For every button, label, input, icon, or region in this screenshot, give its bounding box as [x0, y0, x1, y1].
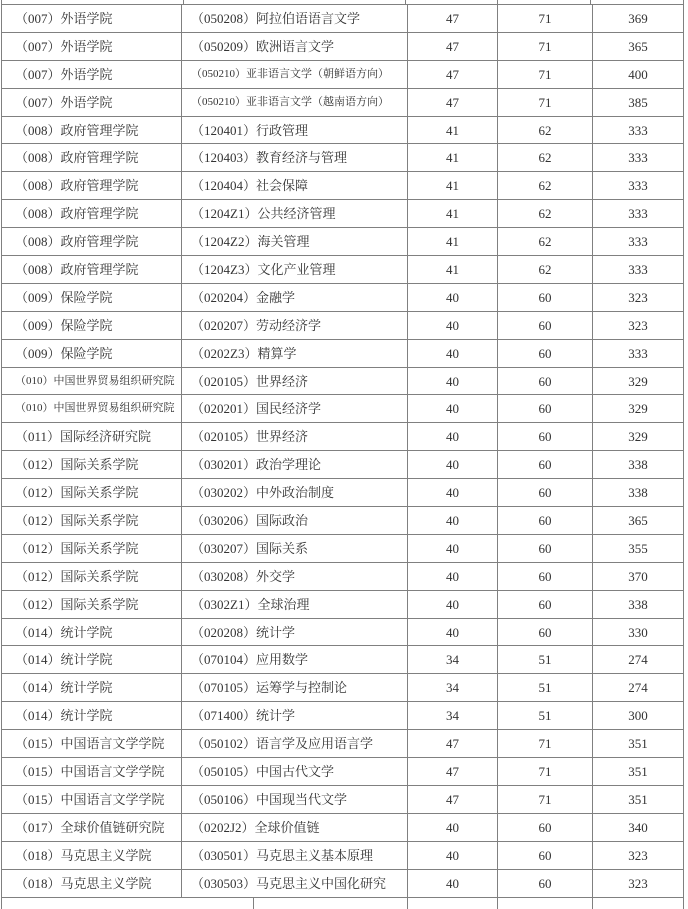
total-score-cell: 338 [593, 451, 684, 479]
table-row [2, 479, 684, 507]
score-a-cell: 40 [408, 869, 498, 897]
total-score-cell: 338 [593, 479, 684, 507]
score-b-cell: 60 [498, 507, 593, 535]
score-b-cell: 62 [498, 172, 593, 200]
college-cell: （009）保险学院 [2, 283, 182, 311]
total-score-cell: 333 [593, 256, 684, 284]
score-b-cell: 71 [498, 32, 593, 60]
score-b-cell: 60 [498, 423, 593, 451]
college-cell: （008）政府管理学院 [2, 228, 182, 256]
total-score-cell: 400 [593, 60, 684, 88]
score-table-body [2, 5, 684, 898]
college-cell: （017）全球价值链研究院 [2, 813, 182, 841]
college-cell: （007）外语学院 [2, 32, 182, 60]
total-score-cell: 300 [593, 702, 684, 730]
total-score-cell: 351 [593, 758, 684, 786]
college-cell: （012）国际关系学院 [2, 451, 182, 479]
score-b-cell: 60 [498, 283, 593, 311]
table-row [2, 507, 684, 535]
college-cell: （008）政府管理学院 [2, 256, 182, 284]
score-a-cell: 41 [408, 256, 498, 284]
score-b-cell: 51 [498, 646, 593, 674]
major-cell: （020201）国民经济学 [182, 395, 408, 423]
score-b-cell: 60 [498, 479, 593, 507]
major-cell: （1204Z2）海关管理 [182, 228, 408, 256]
table-row [2, 200, 684, 228]
total-score-cell: 274 [593, 674, 684, 702]
score-b-cell: 71 [498, 60, 593, 88]
table-row [2, 5, 684, 33]
score-a-cell: 40 [408, 451, 498, 479]
college-cell: （008）政府管理学院 [2, 172, 182, 200]
score-b-cell: 62 [498, 200, 593, 228]
major-cell: （071400）统计学 [182, 702, 408, 730]
major-cell: （0202J2）全球价值链 [182, 813, 408, 841]
grid-line [497, 898, 498, 909]
table-row [2, 311, 684, 339]
college-cell: （014）统计学院 [2, 702, 182, 730]
total-score-cell: 351 [593, 730, 684, 758]
college-cell: （018）马克思主义学院 [2, 841, 182, 869]
total-score-cell: 355 [593, 534, 684, 562]
total-score-cell: 338 [593, 590, 684, 618]
score-b-cell: 62 [498, 256, 593, 284]
major-cell: （0202Z3）精算学 [182, 339, 408, 367]
college-cell: （014）统计学院 [2, 618, 182, 646]
score-a-cell: 47 [408, 785, 498, 813]
major-cell: （1204Z3）文化产业管理 [182, 256, 408, 284]
table-row [2, 785, 684, 813]
table-row [2, 590, 684, 618]
major-cell: （050210）亚非语言文学（朝鲜语方向） [182, 60, 408, 88]
table-row [2, 534, 684, 562]
total-score-cell: 333 [593, 200, 684, 228]
total-score-cell: 329 [593, 423, 684, 451]
major-cell: （030208）外交学 [182, 562, 408, 590]
major-cell: （030501）马克思主义基本原理 [182, 841, 408, 869]
total-score-cell: 329 [593, 367, 684, 395]
college-cell: （007）外语学院 [2, 5, 182, 33]
total-score-cell: 274 [593, 646, 684, 674]
major-cell: （030201）政治学理论 [182, 451, 408, 479]
table-row [2, 758, 684, 786]
score-a-cell: 40 [408, 367, 498, 395]
table-row [2, 813, 684, 841]
score-b-cell: 60 [498, 618, 593, 646]
score-a-cell: 40 [408, 590, 498, 618]
college-cell: （012）国际关系学院 [2, 590, 182, 618]
major-cell: （070104）应用数学 [182, 646, 408, 674]
score-b-cell: 60 [498, 590, 593, 618]
score-a-cell: 40 [408, 395, 498, 423]
table-row [2, 116, 684, 144]
table-row [2, 367, 684, 395]
college-cell: （012）国际关系学院 [2, 534, 182, 562]
table-row [2, 730, 684, 758]
major-cell: （050209）欧洲语言文学 [182, 32, 408, 60]
score-a-cell: 47 [408, 730, 498, 758]
major-cell: （020105）世界经济 [182, 367, 408, 395]
score-b-cell: 51 [498, 702, 593, 730]
major-cell: （020208）统计学 [182, 618, 408, 646]
college-cell: （012）国际关系学院 [2, 479, 182, 507]
score-b-cell: 62 [498, 228, 593, 256]
score-a-cell: 41 [408, 172, 498, 200]
score-b-cell: 51 [498, 674, 593, 702]
college-cell: （011）国际经济研究院 [2, 423, 182, 451]
score-a-cell: 40 [408, 813, 498, 841]
table-row [2, 283, 684, 311]
college-cell: （007）外语学院 [2, 60, 182, 88]
college-cell: （015）中国语言文学学院 [2, 730, 182, 758]
total-score-cell: 329 [593, 395, 684, 423]
score-b-cell: 62 [498, 116, 593, 144]
college-cell: （009）保险学院 [2, 311, 182, 339]
total-score-cell: 323 [593, 283, 684, 311]
score-b-cell: 60 [498, 311, 593, 339]
admission-score-table [1, 4, 684, 898]
score-a-cell: 34 [408, 702, 498, 730]
score-a-cell: 40 [408, 479, 498, 507]
college-cell: （007）外语学院 [2, 88, 182, 116]
total-score-cell: 333 [593, 116, 684, 144]
major-cell: （1204Z1）公共经济管理 [182, 200, 408, 228]
total-score-cell: 365 [593, 507, 684, 535]
college-cell: （018）马克思主义学院 [2, 869, 182, 897]
college-cell: （008）政府管理学院 [2, 200, 182, 228]
college-cell: （015）中国语言文学学院 [2, 758, 182, 786]
score-b-cell: 60 [498, 395, 593, 423]
college-cell: （009）保险学院 [2, 339, 182, 367]
table-row [2, 841, 684, 869]
major-cell: （020105）世界经济 [182, 423, 408, 451]
score-a-cell: 47 [408, 60, 498, 88]
college-cell: （014）统计学院 [2, 646, 182, 674]
total-score-cell: 385 [593, 88, 684, 116]
score-a-cell: 40 [408, 283, 498, 311]
total-score-cell: 365 [593, 32, 684, 60]
major-cell: （050106）中国现当代文学 [182, 785, 408, 813]
score-a-cell: 47 [408, 88, 498, 116]
score-b-cell: 60 [498, 534, 593, 562]
score-a-cell: 41 [408, 228, 498, 256]
score-b-cell: 71 [498, 785, 593, 813]
total-score-cell: 333 [593, 228, 684, 256]
table-row [2, 395, 684, 423]
college-cell: （015）中国语言文学学院 [2, 785, 182, 813]
score-b-cell: 60 [498, 451, 593, 479]
score-a-cell: 40 [408, 534, 498, 562]
table-row [2, 451, 684, 479]
score-a-cell: 41 [408, 200, 498, 228]
score-b-cell: 60 [498, 339, 593, 367]
table-row [2, 172, 684, 200]
total-score-cell: 370 [593, 562, 684, 590]
major-cell: （050102）语言学及应用语言学 [182, 730, 408, 758]
total-score-cell: 333 [593, 144, 684, 172]
total-score-cell: 369 [593, 5, 684, 33]
table-row [2, 339, 684, 367]
score-a-cell: 34 [408, 646, 498, 674]
college-cell: （014）统计学院 [2, 674, 182, 702]
score-a-cell: 40 [408, 311, 498, 339]
score-a-cell: 34 [408, 674, 498, 702]
college-cell: （012）国际关系学院 [2, 562, 182, 590]
table-row [2, 562, 684, 590]
major-cell: （030206）国际政治 [182, 507, 408, 535]
next-row-fragment [0, 898, 688, 909]
total-score-cell: 323 [593, 311, 684, 339]
college-cell: （010）中国世界贸易组织研究院 [2, 367, 182, 395]
grid-line [253, 898, 254, 909]
college-cell: （012）国际关系学院 [2, 507, 182, 535]
major-cell: （030503）马克思主义中国化研究 [182, 869, 408, 897]
college-cell: （008）政府管理学院 [2, 144, 182, 172]
college-cell: （010）中国世界贸易组织研究院 [2, 395, 182, 423]
table-row [2, 618, 684, 646]
grid-line [592, 898, 593, 909]
total-score-cell: 333 [593, 172, 684, 200]
total-score-cell: 323 [593, 841, 684, 869]
major-cell: （020204）金融学 [182, 283, 408, 311]
table-row [2, 32, 684, 60]
score-b-cell: 71 [498, 758, 593, 786]
score-a-cell: 40 [408, 339, 498, 367]
major-cell: （020207）劳动经济学 [182, 311, 408, 339]
major-cell: （050105）中国古代文学 [182, 758, 408, 786]
college-cell: （008）政府管理学院 [2, 116, 182, 144]
table-row [2, 256, 684, 284]
major-cell: （070105）运筹学与控制论 [182, 674, 408, 702]
score-b-cell: 62 [498, 144, 593, 172]
table-row [2, 674, 684, 702]
table-row [2, 60, 684, 88]
score-b-cell: 60 [498, 841, 593, 869]
major-cell: （030207）国际关系 [182, 534, 408, 562]
total-score-cell: 340 [593, 813, 684, 841]
total-score-cell: 351 [593, 785, 684, 813]
score-a-cell: 40 [408, 841, 498, 869]
major-cell: （120403）教育经济与管理 [182, 144, 408, 172]
grid-line [683, 898, 684, 909]
score-b-cell: 71 [498, 730, 593, 758]
table-row [2, 646, 684, 674]
score-b-cell: 71 [498, 88, 593, 116]
score-a-cell: 40 [408, 562, 498, 590]
score-b-cell: 60 [498, 813, 593, 841]
major-cell: （050210）亚非语言文学（越南语方向） [182, 88, 408, 116]
score-a-cell: 47 [408, 758, 498, 786]
score-a-cell: 47 [408, 5, 498, 33]
major-cell: （0302Z1）全球治理 [182, 590, 408, 618]
table-row [2, 228, 684, 256]
table-row [2, 869, 684, 897]
score-b-cell: 60 [498, 367, 593, 395]
score-b-cell: 60 [498, 869, 593, 897]
score-a-cell: 40 [408, 423, 498, 451]
grid-line [1, 898, 2, 909]
score-a-cell: 47 [408, 32, 498, 60]
major-cell: （050208）阿拉伯语语言文学 [182, 5, 408, 33]
grid-line [407, 898, 408, 909]
score-b-cell: 60 [498, 562, 593, 590]
major-cell: （120401）行政管理 [182, 116, 408, 144]
table-row [2, 88, 684, 116]
score-b-cell: 71 [498, 5, 593, 33]
major-cell: （030202）中外政治制度 [182, 479, 408, 507]
table-row [2, 144, 684, 172]
table-row [2, 702, 684, 730]
score-a-cell: 41 [408, 144, 498, 172]
score-a-cell: 41 [408, 116, 498, 144]
score-a-cell: 40 [408, 507, 498, 535]
total-score-cell: 333 [593, 339, 684, 367]
total-score-cell: 330 [593, 618, 684, 646]
total-score-cell: 323 [593, 869, 684, 897]
score-a-cell: 40 [408, 618, 498, 646]
major-cell: （120404）社会保障 [182, 172, 408, 200]
table-row [2, 423, 684, 451]
